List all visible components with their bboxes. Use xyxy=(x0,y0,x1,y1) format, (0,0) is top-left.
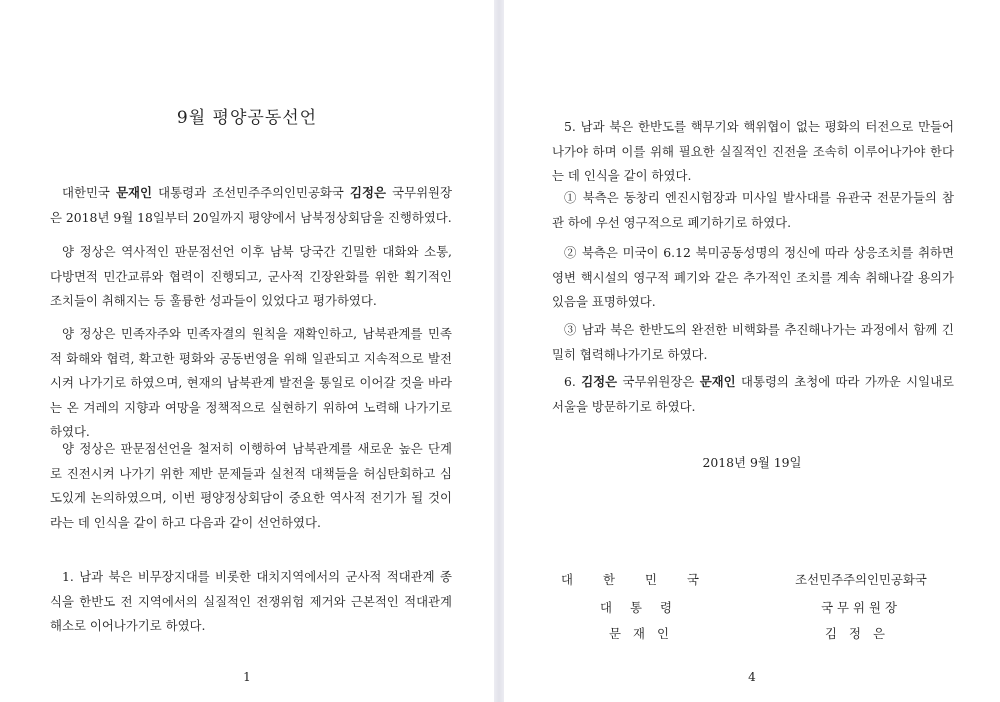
intro-text-1: 대한민국 xyxy=(62,185,117,200)
article-6-moon-name: 문재인 xyxy=(699,374,736,389)
article-6-text-3: 대통령의 초청에 따라 가까운 시일내로 서울을 방문하기로 하였다. xyxy=(552,374,955,414)
article-5-sub-1: ① 북측은 동창리 엔진시험장과 미사일 발사대를 유관국 전문가들의 참관 하에 우선 영구적으로 폐기하기로 하였다. xyxy=(552,190,954,230)
intro-kim-name: 김정은 xyxy=(350,185,386,200)
south-signer-title: 대통령 xyxy=(600,600,690,615)
intro-text-3: 국무위원장은 2018년 9월 18일부터 20일까지 평양에서 남북정상회담을 진행하였다. xyxy=(50,185,452,225)
north-signer-name: 김정은 xyxy=(825,626,897,641)
north-country-name: 조선민주주의인민공화국 xyxy=(795,572,927,587)
article-6 xyxy=(552,370,954,419)
page-gutter xyxy=(494,0,504,702)
intro-paragraph xyxy=(50,181,452,230)
article-6-text-1: 6. xyxy=(564,374,582,389)
intro-text-2: 대통령과 조선민주주의인민공화국 xyxy=(151,185,351,200)
article-5: 5. 남과 북은 한반도를 핵무기와 핵위협이 없는 평화의 터전으로 만들어 나가야 하며 이를 위해 필요한 실질적인 진전을 조속히 이루어나가야 한다는 데 인식을 같이 하였다. xyxy=(552,119,954,183)
article-6-kim-name: 김정은 xyxy=(581,374,618,389)
paragraph-3: 양 정상은 민족자주와 민족자결의 원칙을 재확인하고, 남북관계를 민족적 화해와 협력, 확고한 평화와 공동번영을 위해 일관되고 지속적으로 발전시켜 나가기로 하였으며, 현재의 남북관계 발전을 통일로 이어갈 것을 바라는 온 겨레의 지향과 여망을 정책적으로 실현하기 위하여 노력해 나가기로 하였다. xyxy=(50,326,452,439)
page-number-left: 1 xyxy=(243,670,251,684)
intro-moon-name: 문재인 xyxy=(116,185,152,200)
paragraph-2: 양 정상은 역사적인 판문점선언 이후 남북 당국간 긴밀한 대화와 소통, 다방면적 민간교류와 협력이 진행되고, 군사적 긴장완화를 위한 획기적인 조치들이 취해지는 등 훌륭한 성과들이 있었다고 평가하였다. xyxy=(50,244,452,308)
article-6-text-2: 국무위원장은 xyxy=(617,374,700,389)
south-signer-name: 문재인 xyxy=(609,626,681,641)
paragraph-4: 양 정상은 판문점선언을 철저히 이행하여 남북관계를 새로운 높은 단계로 진전시켜 나가기 위한 제반 문제들과 실천적 대책들을 허심탄회하고 심도있게 논의하였으며, 이번 평양정상회담이 중요한 역사적 전기가 될 것이라는 데 인식을 같이 하고 다음과 같이 선언하였다. xyxy=(50,441,452,530)
page-number-right: 4 xyxy=(748,670,756,684)
article-5-sub-3: ③ 남과 북은 한반도의 완전한 비핵화를 추진해나가는 과정에서 함께 긴밀히 협력해나가기로 하였다. xyxy=(552,322,954,362)
article-1: 1. 남과 북은 비무장지대를 비롯한 대치지역에서의 군사적 적대관계 종식을 한반도 전 지역에서의 실질적인 전쟁위험 제거와 근본적인 적대관계 해소로 이어나가기로 하였다. xyxy=(50,569,452,633)
document-title: 9월 평양공동선언 xyxy=(176,108,318,128)
signing-date: 2018년 9월 19일 xyxy=(702,455,802,470)
north-signer-title: 국무위원장 xyxy=(821,600,901,615)
article-5-sub-2: ② 북측은 미국이 6.12 북미공동성명의 정신에 따라 상응조치를 취하면 영변 핵시설의 영구적 폐기와 같은 추가적인 조치를 계속 취해나갈 용의가 있음을 표명하였다. xyxy=(552,245,954,309)
south-country-name: 대한민국 xyxy=(561,572,729,587)
